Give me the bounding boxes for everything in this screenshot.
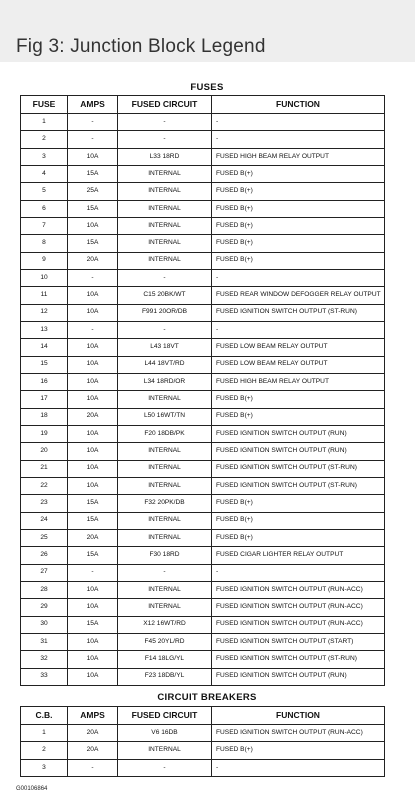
circuit-breakers-section-title: CIRCUIT BREAKERS <box>157 692 257 703</box>
cell-fused-circuit: - <box>118 131 212 148</box>
cell-amps: - <box>68 321 118 338</box>
cell-function: FUSED IGNITION SWITCH OUTPUT (ST-RUN) <box>212 304 385 321</box>
cell-amps: 15A <box>68 235 118 252</box>
fuse-row <box>21 356 385 373</box>
column-header-amps: AMPS <box>68 707 118 725</box>
cell-fused-circuit: - <box>118 321 212 338</box>
cell-amps: 10A <box>68 391 118 408</box>
fuse-row <box>21 165 385 182</box>
cell-function: FUSED IGNITION SWITCH OUTPUT (RUN-ACC) <box>212 599 385 616</box>
cell-function: FUSED B(+) <box>212 200 385 217</box>
fuse-row <box>21 287 385 304</box>
cell-number: 25 <box>21 529 68 546</box>
cell-function: FUSED B(+) <box>212 512 385 529</box>
cell-amps: 15A <box>68 616 118 633</box>
fuse-row <box>21 668 385 685</box>
breaker-row <box>21 725 385 742</box>
fuse-row <box>21 512 385 529</box>
cell-amps: 15A <box>68 547 118 564</box>
cell-fused-circuit: L44 18VT/RD <box>118 356 212 373</box>
cell-fused-circuit: C15 20BK/WT <box>118 287 212 304</box>
cell-amps: - <box>68 759 118 776</box>
cell-function: FUSED IGNITION SWITCH OUTPUT (START) <box>212 633 385 650</box>
fuse-row <box>21 148 385 165</box>
cell-fused-circuit: INTERNAL <box>118 235 212 252</box>
cell-amps: 15A <box>68 495 118 512</box>
cell-fused-circuit: - <box>118 269 212 286</box>
cell-amps: 20A <box>68 742 118 759</box>
cell-number: 29 <box>21 599 68 616</box>
cell-amps: 10A <box>68 581 118 598</box>
cell-number: 2 <box>21 131 68 148</box>
fuses-section-title: FUSES <box>190 82 224 93</box>
cell-fused-circuit: INTERNAL <box>118 183 212 200</box>
cell-function: FUSED B(+) <box>212 217 385 234</box>
cell-function: FUSED IGNITION SWITCH OUTPUT (ST-RUN) <box>212 460 385 477</box>
cell-function: FUSED B(+) <box>212 183 385 200</box>
fuse-row <box>21 581 385 598</box>
fuse-row <box>21 443 385 460</box>
fuse-row <box>21 599 385 616</box>
cell-number: 15 <box>21 356 68 373</box>
cell-amps: 10A <box>68 148 118 165</box>
cell-amps: 15A <box>68 512 118 529</box>
figure-title: Fig 3: Junction Block Legend <box>16 36 266 57</box>
cell-function: FUSED HIGH BEAM RELAY OUTPUT <box>212 373 385 390</box>
cell-fused-circuit: V6 16DB <box>118 725 212 742</box>
column-header-function: FUNCTION <box>212 96 385 114</box>
cell-amps: - <box>68 269 118 286</box>
cell-number: 1 <box>21 114 68 131</box>
cell-amps: 20A <box>68 725 118 742</box>
cell-function: - <box>212 759 385 776</box>
cell-fused-circuit: INTERNAL <box>118 252 212 269</box>
cell-amps: 10A <box>68 304 118 321</box>
cell-fused-circuit: INTERNAL <box>118 581 212 598</box>
cell-fused-circuit: INTERNAL <box>118 512 212 529</box>
cell-amps: 10A <box>68 443 118 460</box>
cell-function: FUSED B(+) <box>212 391 385 408</box>
fuse-row <box>21 252 385 269</box>
cell-amps: 10A <box>68 425 118 442</box>
cell-fused-circuit: F45 20YL/RD <box>118 633 212 650</box>
cell-amps: 10A <box>68 339 118 356</box>
column-header-fused-circuit: FUSED CIRCUIT <box>118 96 212 114</box>
cell-amps: - <box>68 114 118 131</box>
column-header-fused-circuit: FUSED CIRCUIT <box>118 707 212 725</box>
cell-function: FUSED B(+) <box>212 742 385 759</box>
cell-amps: 10A <box>68 217 118 234</box>
cell-function: - <box>212 114 385 131</box>
cell-function: FUSED IGNITION SWITCH OUTPUT (RUN-ACC) <box>212 616 385 633</box>
cell-number: 11 <box>21 287 68 304</box>
cell-function: FUSED CIGAR LIGHTER RELAY OUTPUT <box>212 547 385 564</box>
cell-amps: - <box>68 564 118 581</box>
cell-fused-circuit: F32 20PK/DB <box>118 495 212 512</box>
cell-number: 10 <box>21 269 68 286</box>
breaker-row <box>21 742 385 759</box>
cell-function: - <box>212 564 385 581</box>
fuse-row <box>21 183 385 200</box>
cell-number: 21 <box>21 460 68 477</box>
cell-number: 13 <box>21 321 68 338</box>
fuse-row <box>21 235 385 252</box>
cell-fused-circuit: INTERNAL <box>118 742 212 759</box>
cell-number: 8 <box>21 235 68 252</box>
cell-fused-circuit: L34 18RD/OR <box>118 373 212 390</box>
fuse-row <box>21 304 385 321</box>
column-header-amps: AMPS <box>68 96 118 114</box>
cell-function: FUSED IGNITION SWITCH OUTPUT (RUN-ACC) <box>212 725 385 742</box>
cell-number: 30 <box>21 616 68 633</box>
cell-number: 18 <box>21 408 68 425</box>
cell-amps: 20A <box>68 252 118 269</box>
cell-number: 9 <box>21 252 68 269</box>
cell-number: 17 <box>21 391 68 408</box>
fuse-row <box>21 321 385 338</box>
cell-amps: 10A <box>68 460 118 477</box>
breaker-row <box>21 759 385 776</box>
cell-number: 4 <box>21 165 68 182</box>
cell-function: FUSED B(+) <box>212 408 385 425</box>
cell-number: 32 <box>21 651 68 668</box>
cell-function: FUSED IGNITION SWITCH OUTPUT (RUN-ACC) <box>212 581 385 598</box>
cell-fused-circuit: F991 20OR/DB <box>118 304 212 321</box>
fuse-row <box>21 529 385 546</box>
fuse-row <box>21 269 385 286</box>
cell-number: 19 <box>21 425 68 442</box>
cell-number: 3 <box>21 759 68 776</box>
cell-function: FUSED B(+) <box>212 165 385 182</box>
junction-block-legend-document <box>10 62 404 800</box>
fuse-row <box>21 564 385 581</box>
cell-number: 3 <box>21 148 68 165</box>
cell-amps: 10A <box>68 477 118 494</box>
cell-fused-circuit: L33 18RD <box>118 148 212 165</box>
cell-number: 28 <box>21 581 68 598</box>
cell-amps: 10A <box>68 287 118 304</box>
fuse-row <box>21 633 385 650</box>
cell-fused-circuit: - <box>118 759 212 776</box>
cell-amps: 10A <box>68 668 118 685</box>
cell-amps: 20A <box>68 408 118 425</box>
cell-number: 33 <box>21 668 68 685</box>
fuse-row <box>21 616 385 633</box>
cell-fused-circuit: INTERNAL <box>118 165 212 182</box>
column-header-function: FUNCTION <box>212 707 385 725</box>
cell-function: FUSED LOW BEAM RELAY OUTPUT <box>212 339 385 356</box>
cell-function: FUSED IGNITION SWITCH OUTPUT (RUN) <box>212 425 385 442</box>
breakers-header-row <box>21 707 385 725</box>
cell-amps: 15A <box>68 200 118 217</box>
cell-fused-circuit: INTERNAL <box>118 460 212 477</box>
fuses-table <box>20 95 385 686</box>
fuse-row <box>21 425 385 442</box>
column-header-cb: C.B. <box>21 707 68 725</box>
fuse-row <box>21 339 385 356</box>
cell-fused-circuit: INTERNAL <box>118 477 212 494</box>
cell-number: 22 <box>21 477 68 494</box>
fuse-row <box>21 408 385 425</box>
cell-fused-circuit: F23 18DB/YL <box>118 668 212 685</box>
cell-fused-circuit: INTERNAL <box>118 529 212 546</box>
cell-amps: 10A <box>68 633 118 650</box>
cell-number: 24 <box>21 512 68 529</box>
cell-amps: 10A <box>68 356 118 373</box>
cell-function: FUSED B(+) <box>212 235 385 252</box>
cell-function: FUSED LOW BEAM RELAY OUTPUT <box>212 356 385 373</box>
cell-number: 26 <box>21 547 68 564</box>
cell-function: FUSED IGNITION SWITCH OUTPUT (RUN) <box>212 443 385 460</box>
fuse-row <box>21 114 385 131</box>
cell-fused-circuit: INTERNAL <box>118 217 212 234</box>
cell-fused-circuit: INTERNAL <box>118 443 212 460</box>
cell-amps: 20A <box>68 529 118 546</box>
cell-function: FUSED IGNITION SWITCH OUTPUT (ST-RUN) <box>212 477 385 494</box>
cell-function: - <box>212 269 385 286</box>
cell-function: FUSED IGNITION SWITCH OUTPUT (ST-RUN) <box>212 651 385 668</box>
cell-function: - <box>212 131 385 148</box>
cell-number: 5 <box>21 183 68 200</box>
cell-fused-circuit: - <box>118 564 212 581</box>
fuse-row <box>21 131 385 148</box>
cell-amps: 10A <box>68 651 118 668</box>
fuse-row <box>21 651 385 668</box>
cell-fused-circuit: L43 18VT <box>118 339 212 356</box>
cell-function: FUSED IGNITION SWITCH OUTPUT (RUN) <box>212 668 385 685</box>
cell-fused-circuit: INTERNAL <box>118 391 212 408</box>
fuse-row <box>21 391 385 408</box>
circuit-breakers-table <box>20 706 385 777</box>
cell-amps: 10A <box>68 373 118 390</box>
cell-fused-circuit: X12 16WT/RD <box>118 616 212 633</box>
cell-amps: 15A <box>68 165 118 182</box>
fuse-row <box>21 495 385 512</box>
cell-fused-circuit: F20 18DB/PK <box>118 425 212 442</box>
cell-number: 7 <box>21 217 68 234</box>
cell-fused-circuit: INTERNAL <box>118 200 212 217</box>
fuse-row <box>21 200 385 217</box>
cell-number: 23 <box>21 495 68 512</box>
cell-function: FUSED B(+) <box>212 529 385 546</box>
cell-fused-circuit: F14 18LG/YL <box>118 651 212 668</box>
cell-function: FUSED B(+) <box>212 252 385 269</box>
fuse-row <box>21 460 385 477</box>
cell-number: 1 <box>21 725 68 742</box>
cell-number: 6 <box>21 200 68 217</box>
cell-number: 2 <box>21 742 68 759</box>
cell-function: FUSED HIGH BEAM RELAY OUTPUT <box>212 148 385 165</box>
cell-number: 14 <box>21 339 68 356</box>
cell-function: FUSED REAR WINDOW DEFOGGER RELAY OUTPUT <box>212 287 385 304</box>
cell-number: 16 <box>21 373 68 390</box>
fuse-row <box>21 217 385 234</box>
cell-fused-circuit: F30 18RD <box>118 547 212 564</box>
cell-function: - <box>212 321 385 338</box>
fuse-row <box>21 373 385 390</box>
fuse-row <box>21 547 385 564</box>
cell-fused-circuit: - <box>118 114 212 131</box>
cell-function: FUSED B(+) <box>212 495 385 512</box>
fuse-row <box>21 477 385 494</box>
column-header-fuse: FUSE <box>21 96 68 114</box>
cell-fused-circuit: INTERNAL <box>118 599 212 616</box>
cell-number: 12 <box>21 304 68 321</box>
fuses-header-row <box>21 96 385 114</box>
cell-amps: 25A <box>68 183 118 200</box>
cell-number: 31 <box>21 633 68 650</box>
image-reference-code: G00106864 <box>16 786 48 792</box>
cell-number: 20 <box>21 443 68 460</box>
cell-amps: 10A <box>68 599 118 616</box>
cell-amps: - <box>68 131 118 148</box>
cell-number: 27 <box>21 564 68 581</box>
figure-title-bar <box>0 0 415 62</box>
cell-fused-circuit: L50 16WT/TN <box>118 408 212 425</box>
